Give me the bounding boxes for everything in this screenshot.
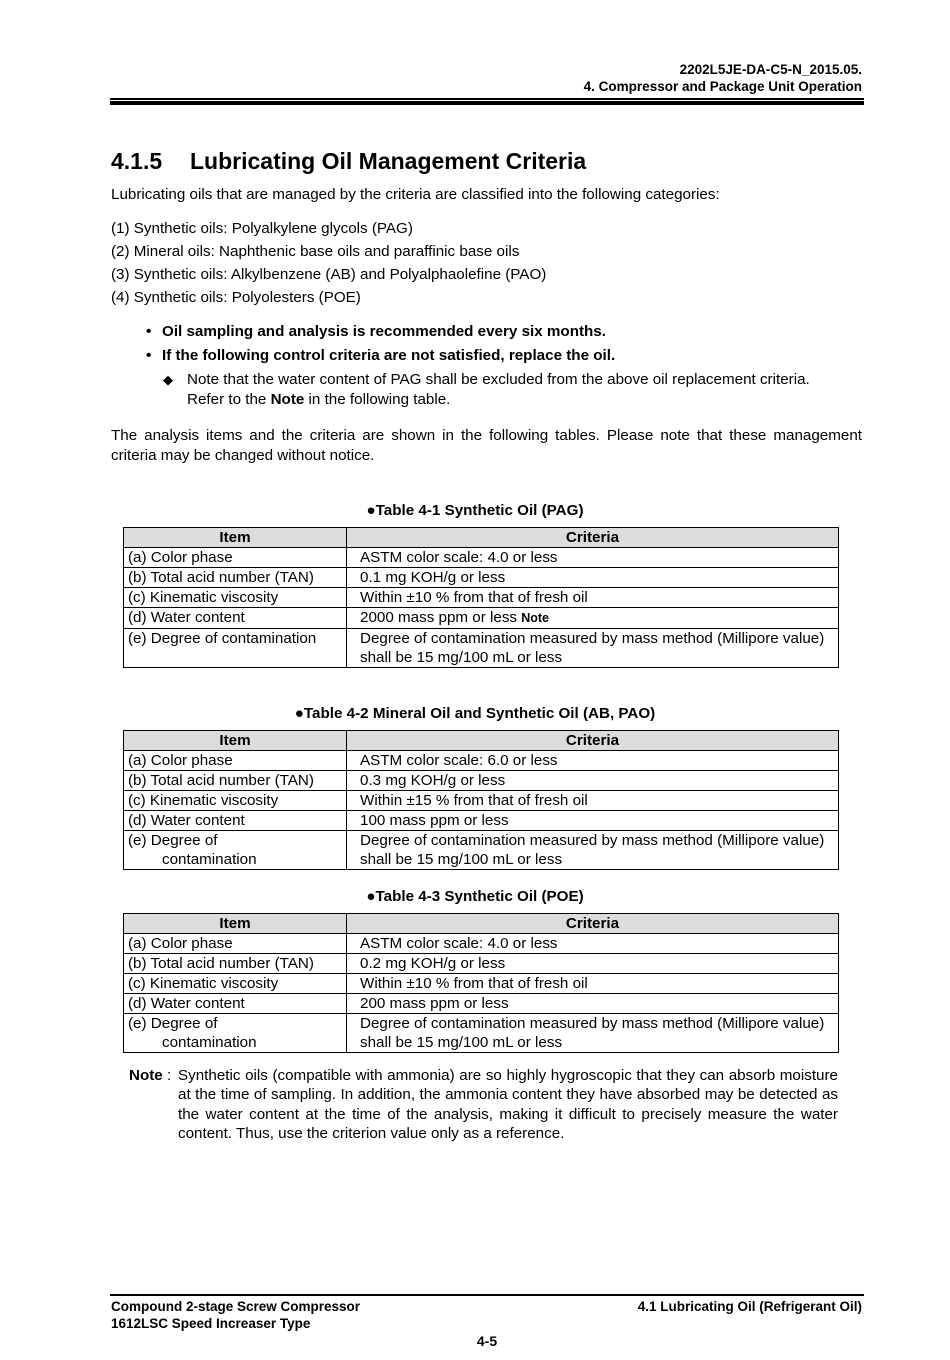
table-row: (c) Kinematic viscosity Within ±10 % from that of fresh oil: [124, 974, 839, 994]
table-row: (a) Color phase ASTM color scale: 4.0 or less: [124, 934, 839, 954]
criteria-table-pag: [123, 527, 839, 668]
list-item: (3) Synthetic oils: Alkylbenzene (AB) and Polyalphaolefine (PAO): [111, 266, 547, 283]
table-caption: ●Table 4-2 Mineral Oil and Synthetic Oil (AB, PAO): [294, 705, 656, 722]
section-title: [111, 148, 586, 175]
table-row: (b) Total acid number (TAN) 0.1 mg KOH/g or less: [124, 568, 839, 588]
header-rule-thin: [110, 98, 864, 100]
table-row: (a) Color phase ASTM color scale: 4.0 or less: [124, 548, 839, 568]
table-row: (b) Total acid number (TAN) 0.3 mg KOH/g or less: [124, 771, 839, 791]
table-header-item: Item: [124, 914, 347, 934]
table-row: (a) Color phase ASTM color scale: 6.0 or less: [124, 751, 839, 771]
table-row: (d) Water content 200 mass ppm or less: [124, 994, 839, 1014]
table-header-item: Item: [124, 731, 347, 751]
bullet-glyph: •: [146, 347, 152, 364]
diamond-note-line1: Note that the water content of PAG shall be excluded from the above oil replacement criteria.: [187, 371, 810, 388]
table-row: (b) Total acid number (TAN) 0.2 mg KOH/g or less: [124, 954, 839, 974]
table-row: (c) Kinematic viscosity Within ±10 % from that of fresh oil: [124, 588, 839, 608]
diamond-note-line2: Refer to the Note in the following table.: [187, 391, 451, 408]
criteria-table-poe: [123, 913, 839, 1053]
table-header-item: Item: [124, 528, 347, 548]
diamond-icon: ◆: [163, 372, 173, 387]
footer-section: 4.1 Lubricating Oil (Refrigerant Oil): [637, 1299, 862, 1314]
note-label: Note: [129, 1067, 163, 1084]
category-list: [111, 219, 546, 311]
section-title-text: Lubricating Oil Management Criteria: [190, 148, 587, 174]
table-row: (e) Degree of contamination Degree of contamination measured by mass method (Millipore value) shall be 15 mg/100 mL or less: [124, 629, 839, 668]
note-text: Synthetic oils (compatible with ammonia) are so highly hygroscopic that they can absorb moisture at the time of sampling. In addition, the ammonia content they have absorbed may be detected as the water content at the time of the analysis, making it difficult to precisely measure the water content. Thus, use the criterion value only as a reference.: [178, 1067, 838, 1142]
table-header-criteria: Criteria: [347, 914, 839, 934]
table-row: (e) Degree of contamination Degree of contamination measured by mass method (Millipore value) shall be 15 mg/100 mL or less: [124, 1014, 839, 1053]
footer-product: Compound 2-stage Screw Compressor: [111, 1299, 361, 1314]
table-row: (d) Water content 100 mass ppm or less: [124, 811, 839, 831]
analysis-text: The analysis items and the criteria are shown in the following tables. Please note that these management criteria may be changed without notice.: [111, 427, 862, 464]
bullet-glyph: •: [146, 323, 152, 340]
header-chapter: 4. Compressor and Package Unit Operation: [583, 79, 862, 94]
bullet-item: • Oil sampling and analysis is recommended every six months.: [146, 323, 606, 340]
header-doc-code: 2202L5JE-DA-C5-N_2015.05.: [679, 62, 862, 77]
footer-product-type: 1612LSC Speed Increaser Type: [111, 1316, 311, 1331]
note-reference: Note: [521, 611, 550, 625]
table-row: (d) Water content 2000 mass ppm or less Note: [124, 608, 839, 629]
list-item: (2) Mineral oils: Naphthenic base oils and paraffinic base oils: [111, 243, 520, 260]
section-number: 4.1.5: [111, 148, 163, 174]
table-header-criteria: Criteria: [347, 731, 839, 751]
table-row: (e) Degree of contamination Degree of contamination measured by mass method (Millipore value) shall be 15 mg/100 mL or less: [124, 831, 839, 870]
table-caption: ●Table 4-3 Synthetic Oil (POE): [366, 888, 584, 905]
table-caption: ●Table 4-1 Synthetic Oil (PAG): [366, 502, 584, 519]
intro-text: Lubricating oils that are managed by the criteria are classified into the following categories:: [111, 186, 720, 203]
table-header-criteria: Criteria: [347, 528, 839, 548]
footer-rule: [110, 1294, 864, 1296]
criteria-table-mineral: [123, 730, 839, 870]
bullet-item: • If the following control criteria are not satisfied, replace the oil.: [146, 347, 616, 364]
page-number: 4-5: [476, 1333, 498, 1349]
table-row: (c) Kinematic viscosity Within ±15 % from that of fresh oil: [124, 791, 839, 811]
list-item: (4) Synthetic oils: Polyolesters (POE): [111, 289, 361, 306]
header-rule-thick: [110, 101, 864, 105]
list-item: (1) Synthetic oils: Polyalkylene glycols (PAG): [111, 220, 413, 237]
